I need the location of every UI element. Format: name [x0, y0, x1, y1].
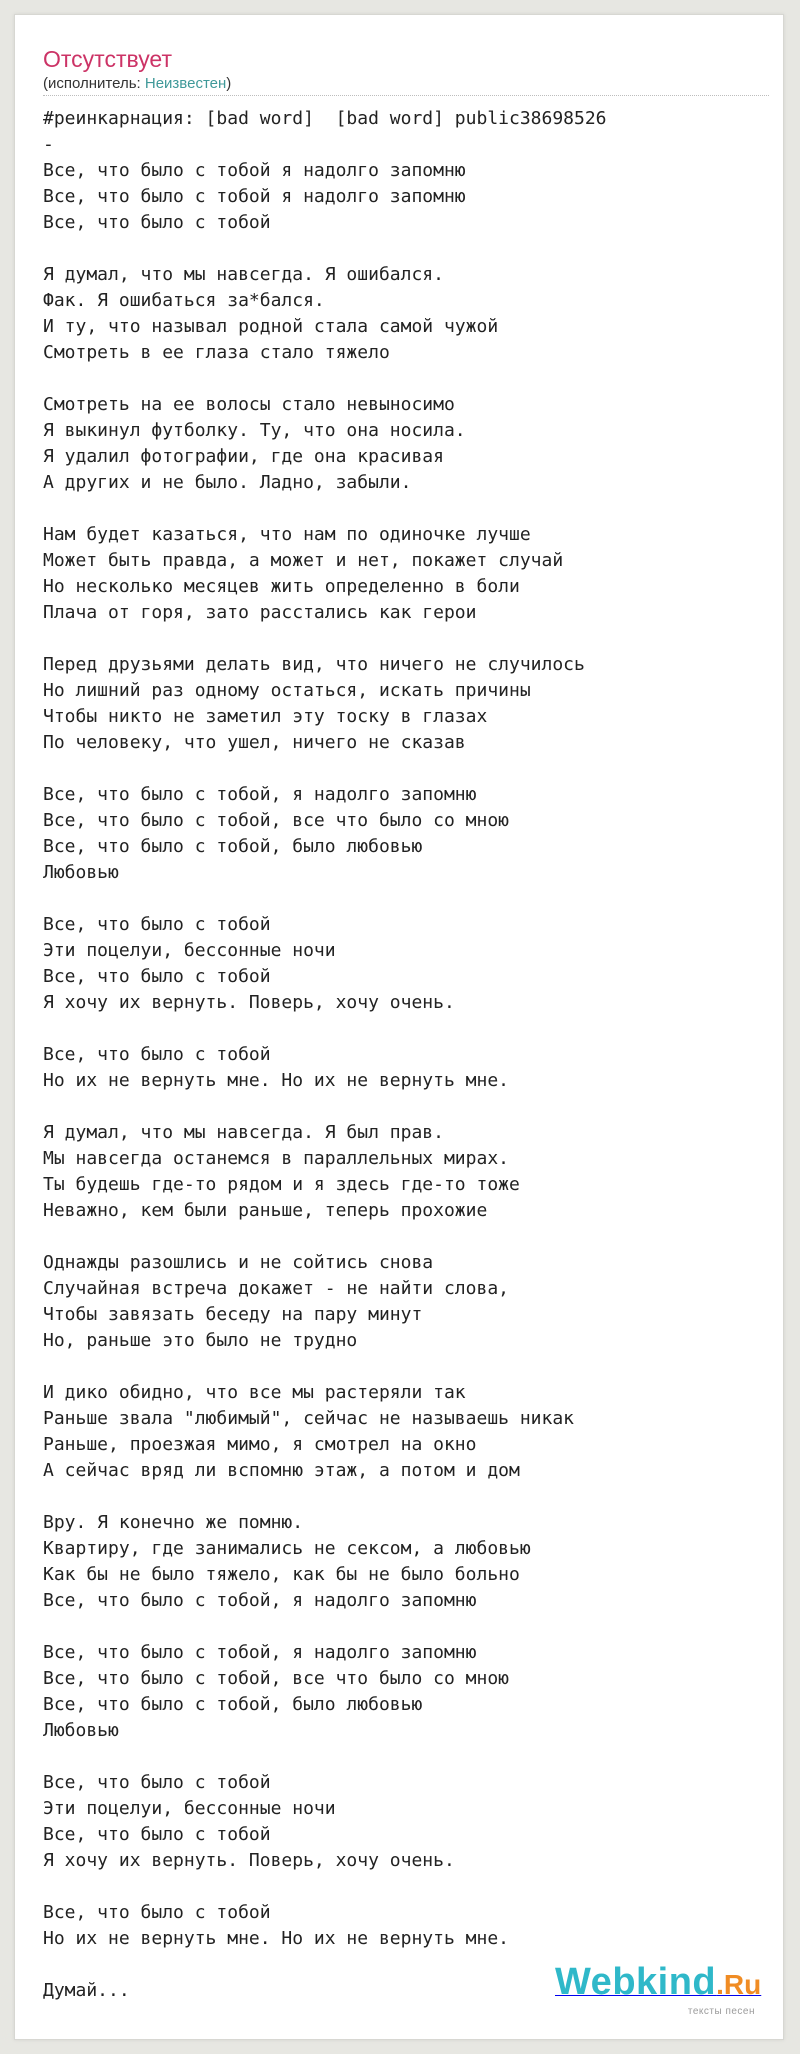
- brand-subtitle: тексты песен: [687, 2006, 755, 2017]
- brand-tail-text: .Ru: [716, 1969, 762, 2000]
- song-title: Отсутствует: [43, 46, 172, 72]
- brand-main-text: Webkind: [555, 1961, 717, 2003]
- artist-suffix: ): [226, 75, 232, 92]
- artist-link[interactable]: Неизвестен: [144, 75, 227, 92]
- webkind-logo-link[interactable]: [555, 1961, 762, 2017]
- artist-line: [43, 75, 231, 93]
- title-divider: [43, 95, 769, 96]
- lyrics-page: [14, 14, 784, 2040]
- artist-prefix: (исполнитель:: [43, 75, 145, 92]
- lyrics-text: #реинкарнация: [bad word] [bad word] public38698526 - Все, что было с тобой я надолго запомню Все, что было с тобой я надолго запомню Все, что было с тобой Я думал, что мы навсегда. Я ошибался. Фак. Я ошибаться за*бался. И ту, что называл родной стала самой чужой Смотреть в ее глаза стало тяжело Смотреть на ее волосы стало невыносимо Я выкинул футболку. Ту, что она носила. Я удалил фотографии, где она красивая А других и не было. Ладно, забыли. Нам будет казаться, что нам по одиночке лучше Может быть правда, а может и нет, покажет случай Но несколько месяцев жить определенно в боли Плача от горя, зато расстались как герои Перед друзьями делать вид, что ничего не случилось Но лишний раз одному остаться, искать причины Чтобы никто не заметил эту тоску в глазах По человеку, что ушел, ничего не сказав Все, что было с тобой, я надолго запомню Все, что было с тобой, все что было со мною Все, что было с тобой, было любовью Любовью Все, что было с тобой Эти поцелуи, бессонные ночи Все, что было с тобой Я хочу их вернуть. Поверь, хочу очень. Все, что было с тобой Но их не вернуть мне. Но их не вернуть мне. Я думал, что мы навсегда. Я был прав. Мы навсегда останемся в параллельных мирах. Ты будешь где-то рядом и я здесь где-то тоже Неважно, кем были раньше, теперь прохожие Однажды разошлись и не сойтись снова Случайная встреча докажет - не найти слова, Чтобы завязать беседу на пару минут Но, раньше это было не трудно И дико обидно, что все мы растеряли так Раньше звала "любимый", сейчас не называешь никак Раньше, проезжая мимо, я смотрел на окно А сейчас вряд ли вспомню этаж, а потом и дом Вру. Я конечно же помню. Квартиру, где занимались не сексом, а любовью Как бы не было тяжело, как бы не было больно Все, что было с тобой, я надолго запомню Все, что было с тобой, я надолго запомню Все, что было с тобой, все что было со мною Все, что было с тобой, было любовью Любовью Все, что было с тобой Эти поцелуи, бессонные ночи Все, что было с тобой Я хочу их вернуть. Поверь, хочу очень. Все, что было с тобой Но их не вернуть мне. Но их не вернуть мне. Думай...: [43, 108, 607, 2001]
